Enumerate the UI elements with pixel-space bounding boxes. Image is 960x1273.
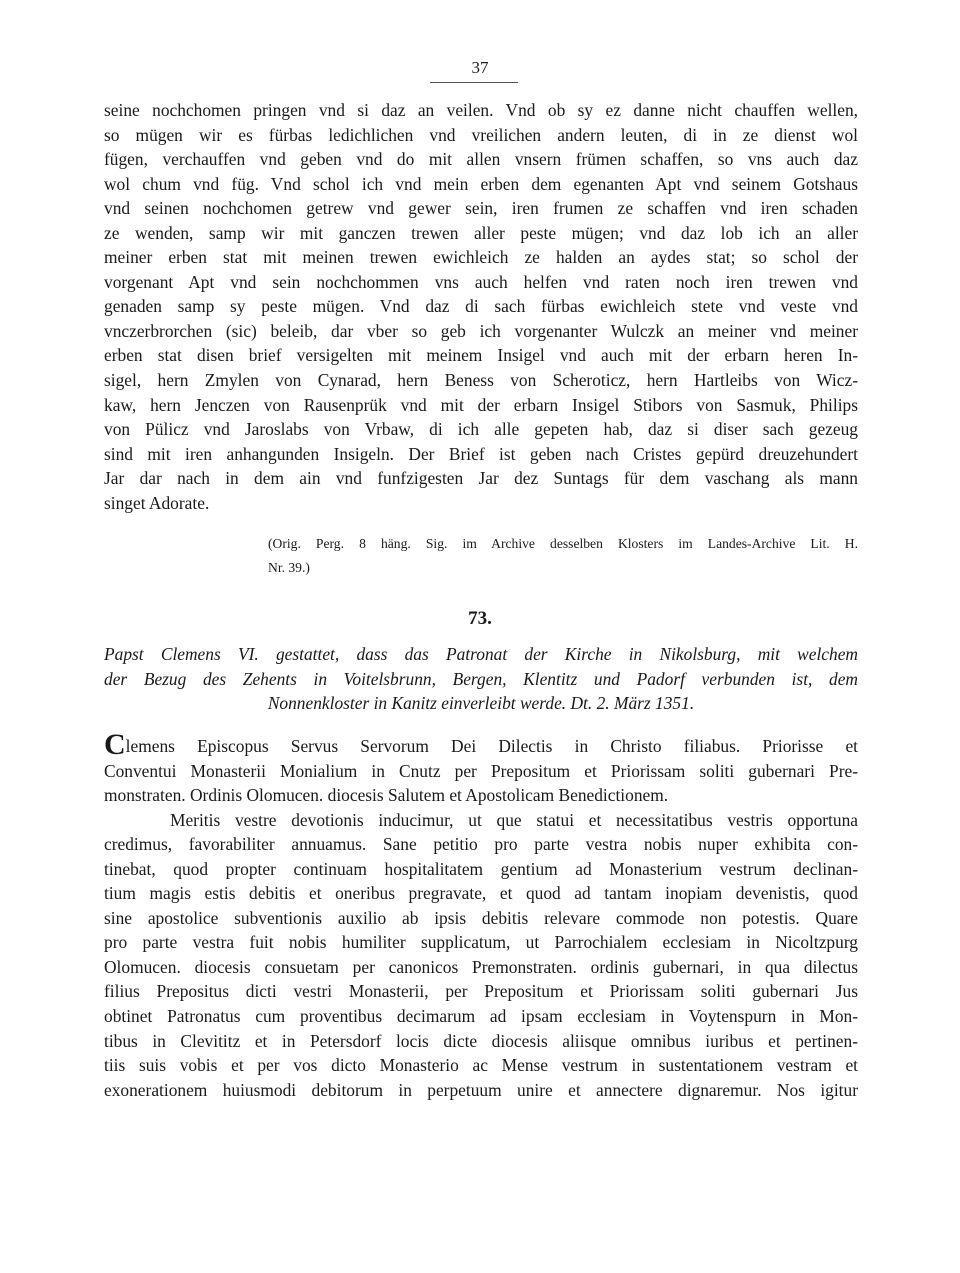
text-line: Conventui Monasterii Monialium in Cnutz per Prepositum et Priorissam soliti gubernari Pre- (104, 760, 858, 781)
charter-text (104, 734, 858, 1102)
text-line: tibus in Clevititz et in Petersdorf locis dicte diocesis aliisque omnibus iuribus et pertinen- (104, 1030, 858, 1051)
text-line: credimus, favorabiliter annuamus. Sane petitio pro parte vestra nobis nuper exhibita con- (104, 834, 858, 855)
heading-line: Papst Clemens VI. gestattet, dass das Patronat der Kirche in Nikolsburg, mit welchem (104, 644, 858, 664)
text-line: Olomucen. diocesis consuetam per canonicos Premonstraten. ordinis gubernari, in qua dilectus (104, 956, 858, 977)
heading-line: der Bezug des Zehents in Voitelsbrunn, Bergen, Klentitz und Padorf verbunden ist, dem (104, 668, 858, 689)
text-line: vnczerbrorchen (sic) beleib, dar vber so geb ich vorgenanter Wulczk an meiner vnd meiner (104, 320, 858, 341)
text-line: tium magis estis debitis et oneribus pregravate, et quod ad tantam inopiam devenistis, quod (104, 883, 858, 904)
text-line: sigel, hern Zmylen von Cynarad, hern Beness von Scheroticz, hern Hartleibs von Wicz- (104, 370, 858, 391)
text-line: genaden samp sy peste mügen. Vnd daz di sach fürbas ewichleich stete vnd veste vnd (104, 296, 858, 317)
text-line: erben stat disen brief versigelten mit meinem Insigel vnd auch mit der erbarn heren In- (104, 345, 858, 366)
text-line: ze wenden, samp wir mit ganczen trewen aller peste mügen; vnd daz lob ich an aller (104, 222, 858, 243)
text-line: meiner erben stat mit meinen trewen ewichleich ze halden an aydes stat; so schol der (104, 247, 858, 268)
source-note-line: (Orig. Perg. 8 häng. Sig. im Archive desselben Klosters im Landes-Archive Lit. H. (268, 536, 858, 551)
charter-text-continuation (104, 98, 858, 515)
text-line: tiis suis vobis et per vos dicto Monasterio ac Mense vestrum in sustentationem vestram et (104, 1055, 858, 1076)
text-line: so mügen wir es fürbas ledichlichen vnd vreilichen andern leuten, di in ze dienst wol (104, 124, 858, 145)
text-line: obtinet Patronatus cum proventibus decimarum ad ipsam ecclesiam in Voytenspurn in Mon- (104, 1006, 858, 1027)
text-line: von Pülicz vnd Jaroslabs von Vrbaw, di ich alle gepeten hab, daz si diser sach gezeug (104, 419, 858, 440)
text-line: singet Adorate. (104, 492, 210, 513)
text-line: sine apostolice subventionis auxilio ab ipsis debitis relevare commode non potestis. Quare (104, 907, 858, 928)
page-number: 37 (471, 58, 489, 77)
text-line: tinebat, quod propter continuam hospitalitatem gentium ad Monasterium vestrum declinan- (104, 858, 858, 879)
document-number: 73. (468, 608, 492, 629)
text-line: exonerationem huiusmodi debitorum in perpetuum unire et annectere dignaremur. Nos igitur (104, 1079, 858, 1100)
page-number-rule (430, 82, 518, 83)
text-line: wol chum vnd füg. Vnd schol ich vnd mein erben dem egenanten Apt vnd seinem Gotshaus (104, 173, 858, 194)
drop-cap: C (104, 734, 126, 759)
text-line: kaw, hern Jenczen von Rausenprük vnd mit der erbarn Insigel Stibors von Sasmuk, Philips (104, 394, 858, 415)
text-line: vorgenant Apt vnd sein nochchommen vns auch helfen vnd raten noch iren trewen vnd (104, 271, 858, 292)
text-line: pro parte vestra fuit nobis humiliter supplicatum, ut Parrochialem ecclesiam in Nicoltzpurg (104, 932, 858, 953)
text-line-first (104, 734, 858, 759)
text-line: monstraten. Ordinis Olomucen. diocesis Salutem et Apostolicam Benedictionem. (104, 785, 669, 806)
text-line: Jar dar nach in dem ain vnd funfzigesten Jar dez Suntags für dem vaschang als mann (104, 468, 858, 489)
source-note-line: Nr. 39.) (268, 560, 310, 575)
text-line: Meritis vestre devotionis inducimur, ut que statui et necessitatibus vestris opportuna (170, 809, 858, 830)
text-line: vnd seinen nochchomen getrew vnd gewer sein, iren frumen ze schaffen vnd iren schaden (104, 198, 858, 219)
document-heading (104, 642, 858, 716)
text-line-rest: lemens Episcopus Servus Servorum Dei Dilectis in Christo filiabus. Priorisse et (125, 736, 858, 756)
text-line: seine nochchomen pringen vnd si daz an veilen. Vnd ob sy ez danne nicht chauffen wellen, (104, 100, 858, 120)
text-line: fügen, verchauffen vnd geben vnd do mit allen vnsern frümen schaffen, so vns auch daz (104, 149, 858, 170)
source-note (268, 532, 858, 580)
text-line: filius Prepositus dicti vestri Monasterii, per Prepositum et Priorissam soliti gubernari Jus (104, 981, 858, 1002)
heading-line: Nonnenkloster in Kanitz einverleibt werde. Dt. 2. März 1351. (267, 693, 695, 714)
text-line: sind mit iren anhangunden Insigeln. Der Brief ist geben nach Cristes gepürd dreuzehundert (104, 443, 858, 464)
